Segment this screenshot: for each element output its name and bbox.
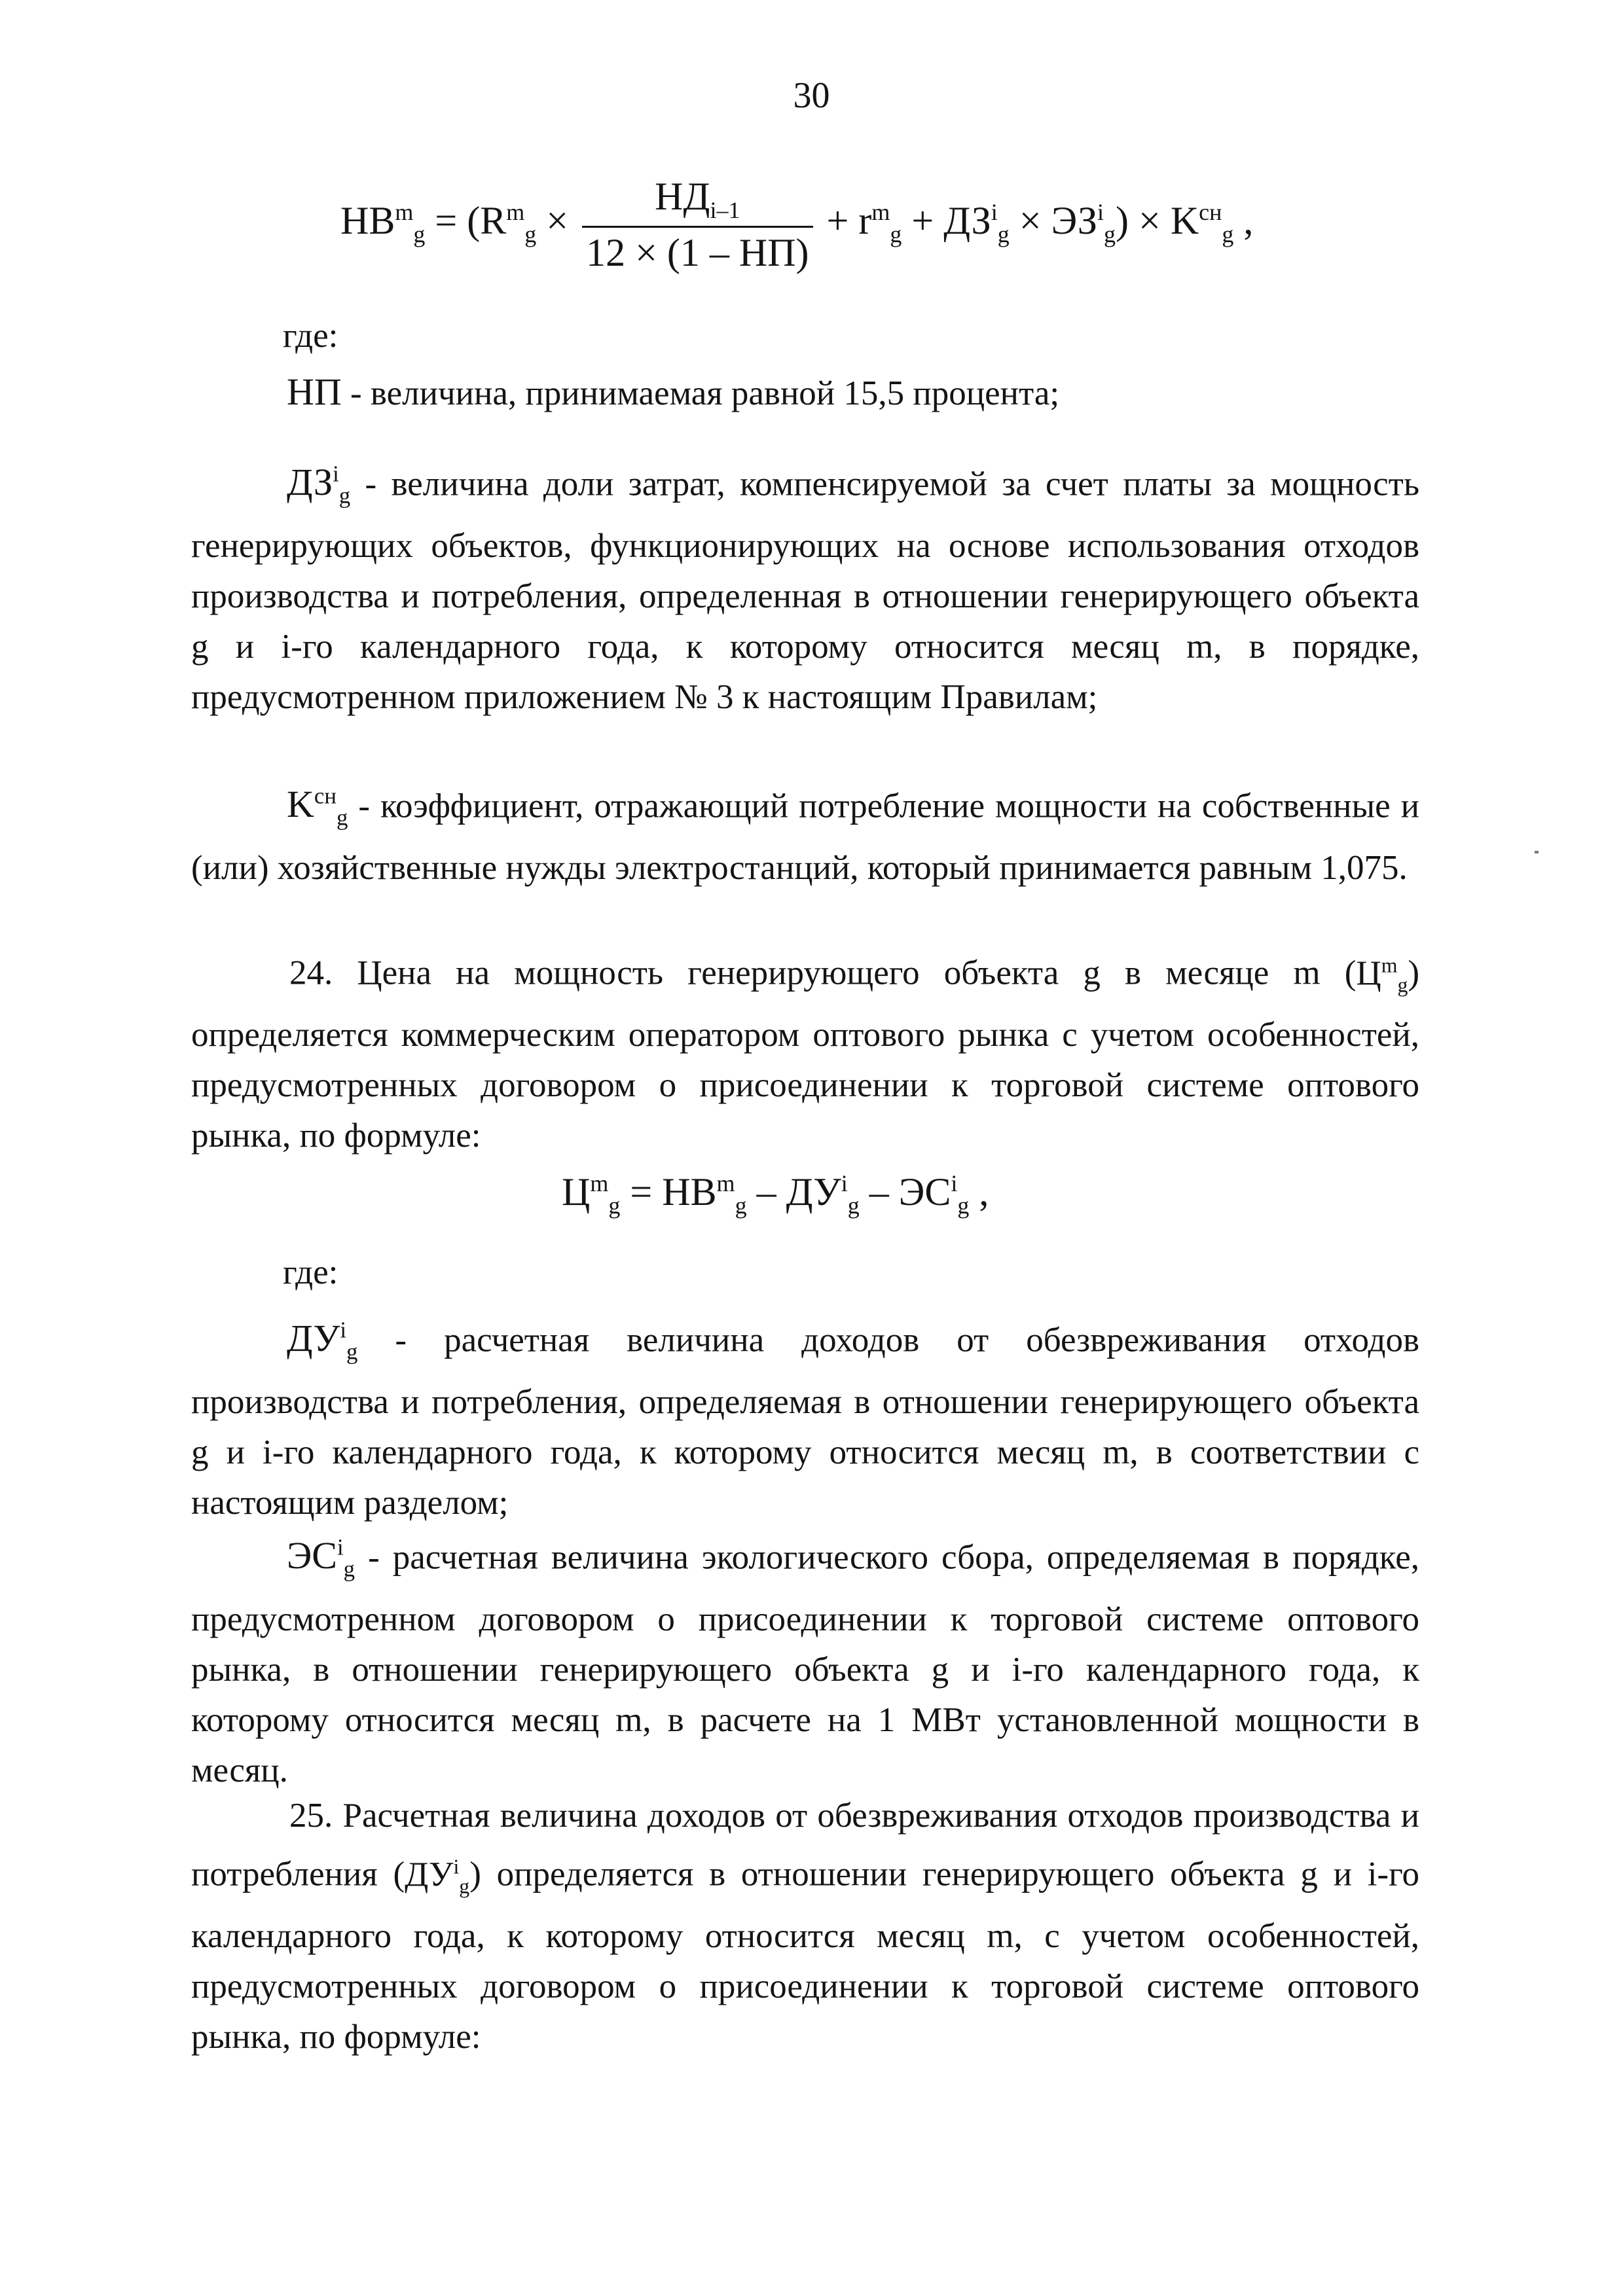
- definition-du-symbol: $ДУ^i_g$: [287, 1317, 358, 1365]
- definition-np-text: - величина, принимаемая равной 15,5 процента;: [341, 374, 1060, 412]
- where-label: где:: [283, 317, 338, 355]
- definition-k-text: - коэффициент, отражающий потребление мощности на собственные и (или) хозяйственные нужды электростанций, который принимается равным 1,075.: [191, 787, 1419, 887]
- formula-nv-fraction: $\frac{НД_{i-1}}{12 \times (1 - НП)}$: [582, 177, 812, 272]
- formula-nv: $НВ^m_g = (R^m_g$ × $\frac{НД_{i-1}}{12 \times (1 - НП)}$ + $r^m_g + ДЗ^i_g \times ЭЗ^i_g) \times K^{сн}_g$ ,: [340, 175, 1254, 274]
- definition-k: [191, 771, 1419, 893]
- definition-es: [191, 1522, 1419, 1796]
- definition-dz-symbol: $ДЗ^i_g$: [287, 461, 351, 509]
- formula-c: $Ц^m_g = НВ^m_g - ДУ^i_g - ЭС^i_g$ ,: [562, 1170, 989, 1219]
- definition-du-text: - расчетная величина доходов от обезвреживания отходов производства и потребления, определяемая в отношении генерирующего объекта g и i-го календарного года, к которому относится месяц m, в соответствии с настоящим разделом;: [191, 1321, 1419, 1522]
- paragraph-24-symbol: $Ц^m_g$: [1356, 954, 1408, 997]
- paragraph-25: 25. Расчетная величина доходов от обезвреживания отходов производства и потребления $(ДУ^i_g)$ определяется в отношении генерирующего объекта g и i-го календарного года, к которому относится месяц m, с учетом особенностей, предусмотренных договором о присоединении к торговой системе оптового рынка, по формуле:: [191, 1797, 1419, 2056]
- definition-k-symbol: $K^{сн}_g$: [287, 783, 348, 831]
- where-label-2: где:: [283, 1253, 338, 1291]
- definition-np-symbol: НП: [287, 370, 342, 413]
- definition-dz-text: - величина доли затрат, компенсируемой за счет платы за мощность генерирующих объектов, функционирующих на основе использования отходов производства и потребления, определенная в отношении генерирующего объекта g и i-го календарного года, к которому относится месяц m, в порядке, предусмотренном приложением № 3 к настоящим Правилам;: [191, 465, 1419, 716]
- paragraph-25-symbol: $ДУ^i_g$: [405, 1855, 470, 1898]
- page-number: 30: [793, 75, 830, 116]
- definition-np: [191, 367, 1419, 419]
- definition-dz: [191, 449, 1419, 723]
- formula-nv-lhs: НВ: [340, 198, 395, 242]
- paragraph-24: 24. Цена на мощность генерирующего объекта g в месяце m $(Ц^m_g)$ определяется коммерческим оператором оптового рынка с учетом особенностей, предусмотренных договором о присоединении к торговой системе оптового рынка, по формуле:: [191, 954, 1419, 1155]
- scan-speck: [1535, 851, 1539, 853]
- definition-du: [191, 1305, 1419, 1528]
- definition-es-symbol: $ЭС^i_g$: [287, 1534, 356, 1582]
- definition-es-text: - расчетная величина экологического сбора, определяемая в порядке, предусмотренном договором о присоединении к торговой системе оптового рынка, в отношении генерирующего объекта g и i-го календарного года, к которому относится месяц m, в расчете на 1 МВт установленной мощности в месяц.: [191, 1538, 1419, 1789]
